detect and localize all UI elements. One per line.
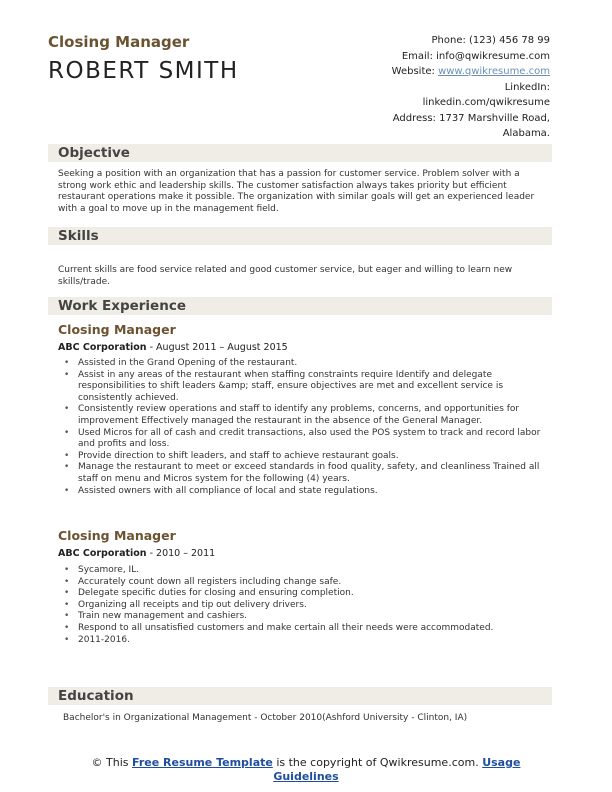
list-item: • Provide direction to shift leaders, and staff to achieve restaurant goals. [62, 451, 552, 463]
job-bullets [62, 565, 552, 646]
section-title: Skills [58, 228, 99, 244]
list-item: • Organizing all receipts and tip out delivery drivers. [62, 600, 552, 612]
list-item: • Delegate specific duties for closing and ensuring completion. [62, 588, 552, 600]
usage-guidelines-link[interactable]: Usage [482, 756, 521, 769]
resume-job-title: Closing Manager [48, 33, 190, 51]
contact-address: Address: 1737 Marshville Road, [392, 112, 550, 124]
section-skills [48, 227, 552, 245]
section-education [48, 687, 552, 705]
job-dates: - August 2011 – August 2015 [146, 342, 288, 353]
section-objective [48, 144, 552, 162]
usage-guidelines-link-cont[interactable]: Guidelines [273, 770, 339, 783]
job-title: Closing Manager [58, 322, 176, 337]
job-company-line [58, 548, 215, 559]
contact-website [300, 64, 550, 80]
section-title: Education [58, 688, 134, 704]
copyright-footer [80, 756, 532, 784]
contact-address-cont: Alabama. [502, 128, 550, 139]
list-item: • 2011-2016. [62, 635, 552, 647]
footer-prefix: © This [91, 756, 133, 769]
list-item: • Consistently review operations and staff to identify any problems, concerns, and opportunities for improvement Effectively managed the restaurant in the absence of the General Manager. [62, 404, 552, 427]
list-item: • Respond to all unsatisfied customers and make certain all their needs were accommodated. [62, 623, 552, 635]
job-company-line [58, 342, 288, 353]
contact-email: Email: info@qwikresume.com [401, 50, 550, 62]
list-item: • Train new management and cashiers. [62, 611, 552, 623]
section-title: Objective [58, 145, 130, 161]
job-title: Closing Manager [58, 528, 176, 543]
contact-linkedin-label: LinkedIn: [504, 81, 550, 93]
section-work-experience [48, 297, 552, 315]
footer-middle: is the copyright of Qwikresume.com. [272, 756, 483, 769]
list-item: • Manage the restaurant to meet or exceed standards in food quality, safety, and cleanliness Trained all staff on menu and Micros system for the following (4) years. [62, 462, 552, 485]
website-link[interactable]: www.qwikresume.com [438, 66, 550, 77]
section-title: Work Experience [58, 298, 186, 314]
candidate-name: ROBERT SMITH [48, 58, 239, 84]
list-item: • Assisted owners with all compliance of local and state regulations. [62, 486, 552, 498]
contact-phone: Phone: (123) 456 78 99 [431, 35, 550, 46]
list-item: • Assist in any areas of the restaurant when staffing constraints require Identify and delegate responsibilities to shift leaders &amp; staff, ensure objectives are met and excellent service is consistently achieved. [62, 370, 552, 405]
objective-text: Seeking a position with an organization that has a passion for customer service. Problem solver with a strong work ethic and leadership skills. The customer satisfaction always takes priority but efficient restaurant operations make it possible. The organization with similar goals will get an experienced leader with a goal to move up in the management field. [58, 169, 535, 214]
company-name: ABC Corporation [58, 548, 147, 559]
contact-block [300, 33, 550, 142]
skills-text: Current skills are food service related and good customer service, but eager and willing to learn new skills/trade. [58, 265, 513, 287]
contact-linkedin-url: linkedin.com/qwikresume [422, 97, 550, 108]
list-item: • Assisted in the Grand Opening of the restaurant. [62, 358, 552, 370]
list-item: • Accurately count down all registers including change safe. [62, 577, 552, 589]
company-name: ABC Corporation [58, 342, 147, 353]
website-label: Website: [391, 66, 439, 77]
job-bullets [62, 358, 552, 497]
list-item: • Used Micros for all of cash and credit transactions, also used the POS system to track and record labor and profits and loss. [62, 428, 552, 451]
list-item: • Sycamore, IL. [62, 565, 552, 577]
education-text: Bachelor's in Organizational Management - October 2010(Ashford University - Clinton, IA) [63, 713, 468, 723]
free-resume-template-link[interactable]: Free Resume Template [132, 756, 273, 769]
job-dates: - 2010 – 2011 [146, 548, 216, 559]
